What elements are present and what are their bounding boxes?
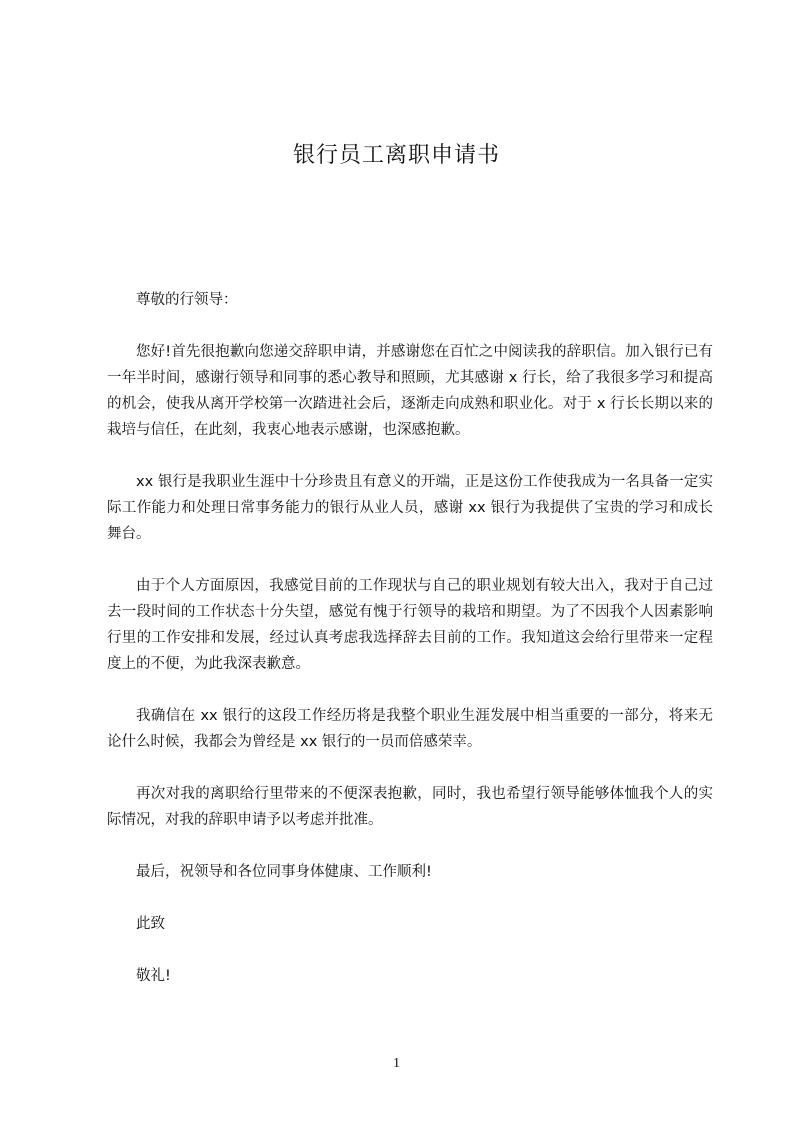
closing-1: 此致 — [136, 916, 165, 932]
paragraph-4: 我确信在 xx 银行的这段工作经历将是我整个职业生涯发展中相当重要的一部分，将来无论什么时候，我都会为曾经是 xx 银行的一员而倍感荣幸。 — [107, 708, 713, 750]
closing-wish: 最后，祝领导和各位同事身体健康、工作顺利! — [136, 864, 432, 880]
letter-body — [107, 287, 713, 1015]
paragraph-1: 您好!首先很抱歉向您递交辞职申请，并感谢您在百忙之中阅读我的辞职信。加入银行已有一年半时间，感谢行领导和同事的悉心教导和照顾，尤其感谢 x 行长，给了我很多学习和提高的机会，使我从离开学校第一次踏进社会后，逐渐走向成熟和职业化。对于 x 行长长期以来的栽培与信任，在此刻，我衷心地表示感谢，也深感抱歉。 — [107, 344, 713, 438]
salutation: 尊敬的行领导： — [136, 292, 238, 308]
closing-2: 敬礼! — [136, 968, 171, 984]
page-number: 1 — [393, 1056, 400, 1071]
paragraph-5: 再次对我的离职给行里带来的不便深表抱歉，同时，我也希望行领导能够体恤我个人的实际情况，对我的辞职申请予以考虑并批准。 — [107, 786, 713, 828]
paragraph-3: 由于个人方面原因，我感觉目前的工作现状与自己的职业规划有较大出入，我对于自己过去一段时间的工作状态十分失望，感觉有愧于行领导的栽培和期望。为了不因我个人因素影响行里的工作安排和发展，经过认真考虑我选择辞去目前的工作。我知道这会给行里带来一定程度上的不便，为此我深表歉意。 — [107, 578, 713, 672]
document-title: 银行员工离职申请书 — [292, 143, 500, 168]
paragraph-2: xx 银行是我职业生涯中十分珍贵且有意义的开端，正是这份工作使我成为一名具备一定实际工作能力和处理日常事务能力的银行从业人员，感谢 xx 银行为我提供了宝贵的学习和成长舞台。 — [107, 474, 713, 542]
